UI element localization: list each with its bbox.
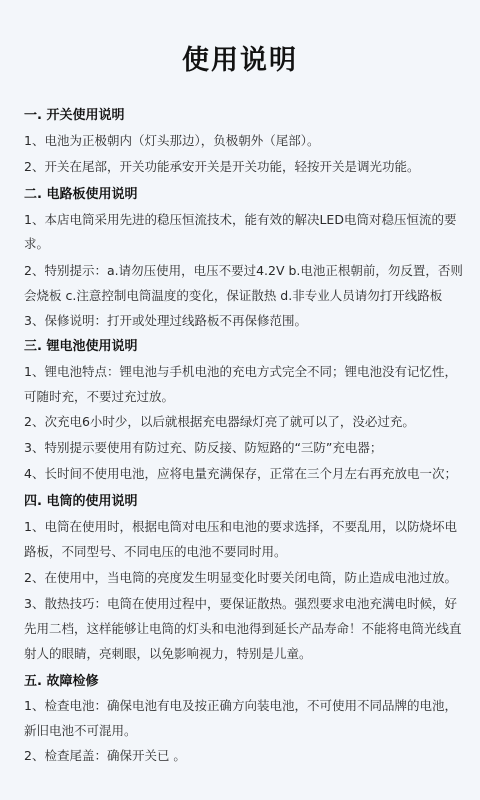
text-line: 3、保修说明：打开或处理过线路板不再保修范围。 (24, 313, 307, 328)
text-line: 2、次充电6小时少，以后就根据充电器绿灯亮了就可以了，没必过充。 (24, 414, 415, 429)
text-line: 4、长时间不使用电池，应将电量充满保存，正常在三个月左右再充放电一次； (24, 466, 457, 481)
section-heading-troubleshooting: 五. 故障检修 (24, 674, 99, 689)
text-line: 会烧板 c.注意控制电筒温度的变化，保证散热 d.非专业人员请勿打开线路板 (24, 288, 443, 303)
text-line: 先用二档，这样能够让电筒的灯头和电池得到延长产品寿命！不能将电筒光线直 (24, 621, 462, 636)
text-line: 3、散热技巧：电筒在使用过程中，要保证散热。强烈要求电池充满电时候，好 (24, 596, 457, 611)
text-line: 2、在使用中，当电筒的亮度发生明显变化时要关闭电筒，防止造成电池过放。 (24, 570, 457, 585)
text-line: 可随时充，不要过充过放。 (24, 389, 175, 404)
page-title: 使用说明 (182, 45, 298, 76)
text-line: 3、特别提示要使用有防过充、防反接、防短路的“三防”充电器； (24, 440, 383, 455)
text-line: 求。 (24, 236, 50, 251)
text-line: 2、特别提示：a.请勿压使用，电压不要过4.2V b.电池正根朝前，勿反置，否则 (24, 263, 463, 278)
section-heading-lithium-battery: 三. 锂电池使用说明 (24, 339, 138, 354)
section-heading-switch: 一. 开关使用说明 (24, 108, 125, 123)
text-line: 1、检查电池：确保电池有电及按正确方向装电池，不可使用不同品牌的电池， (24, 698, 457, 713)
text-line: 2、检查尾盖：确保开关已 。 (24, 748, 186, 763)
section-heading-flashlight-usage: 四. 电筒的使用说明 (24, 494, 138, 509)
text-line: 1、本店电筒采用先进的稳压恒流技术，能有效的解决LED电筒对稳压恒流的要 (24, 212, 457, 227)
text-line: 1、电池为正极朝内（灯头那边），负极朝外（尾部）。 (24, 133, 320, 148)
text-line: 射人的眼睛，亮刺眼，以免影响视力，特别是儿童。 (24, 646, 312, 661)
text-line: 新旧电池不可混用。 (24, 723, 137, 738)
text-line: 1、电筒在使用时，根据电筒对电压和电池的要求选择，不要乱用，以防烧坏电 (24, 519, 457, 534)
text-line: 路板，不同型号、不同电压的电池不要同时用。 (24, 544, 287, 559)
text-line: 1、锂电池特点：锂电池与手机电池的充电方式完全不同；锂电池没有记忆性， (24, 364, 457, 379)
section-heading-circuit-board: 二. 电路板使用说明 (24, 187, 138, 202)
text-line: 2、开关在尾部，开关功能承安开关是开关功能，轻按开关是调光功能。 (24, 159, 420, 174)
